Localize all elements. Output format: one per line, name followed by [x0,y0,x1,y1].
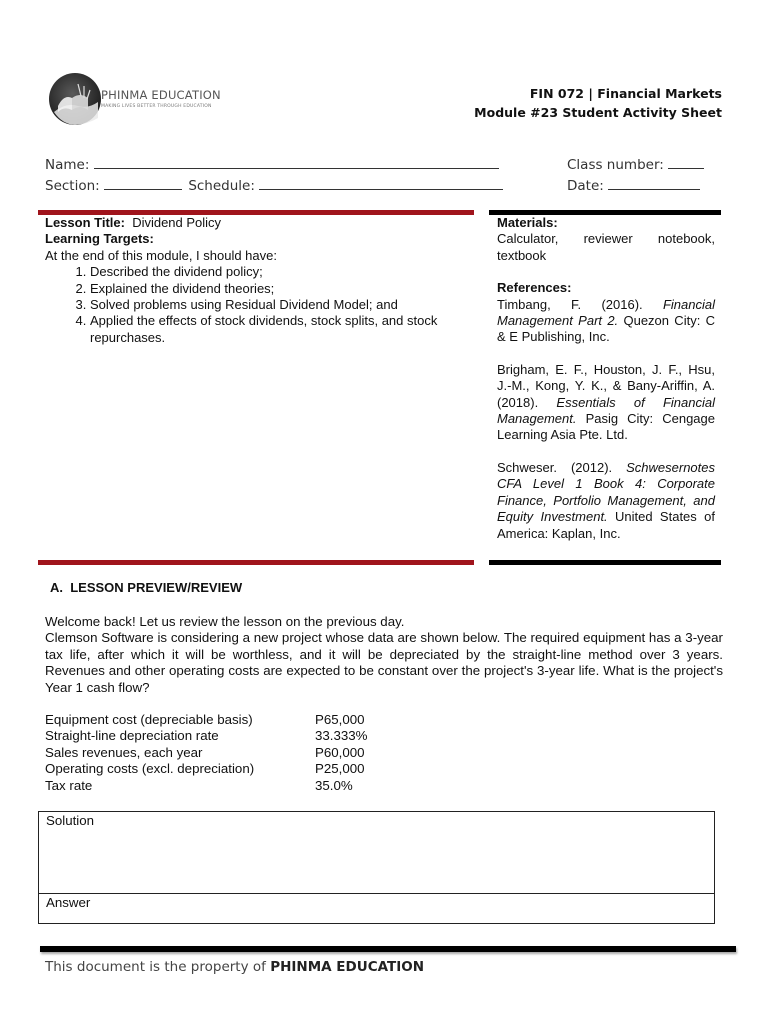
data-label: Straight-line depreciation rate [45,728,219,744]
table-row [45,712,368,728]
solution-label: Solution [46,813,95,828]
footer-owner: PHINMA EDUCATION [270,959,425,975]
reference-publisher: United States of America: Kaplan, Inc. [497,509,715,541]
reference-publisher: Quezon City: C & E Publishing, Inc. [497,313,715,345]
class-number-field[interactable] [567,154,704,173]
section-a-body [45,614,723,696]
table-row [45,745,368,761]
footer-bar [40,946,736,952]
solution-answer-box [38,811,715,924]
logo-name: PHINMA EDUCATION [101,88,221,102]
name-label: Name: [45,157,90,173]
document-header [474,84,722,122]
section-label: Section: [45,178,100,194]
phinma-logo-icon [48,72,102,126]
reference-title: Essentials of Financial Management. [497,394,715,427]
answer-label: Answer [46,895,91,910]
reference-item [497,297,715,346]
materials-label: Materials: [497,215,558,230]
data-value: P65,000 [315,712,365,727]
learning-target: 1. Described the dividend policy; [90,264,470,280]
schedule-label: Schedule: [188,178,255,194]
materials-text: Calculator, reviewer notebook, textbook [497,231,715,263]
lesson-title-label: Lesson Title: [45,215,125,230]
welcome-text: Welcome back! Let us review the lesson on the previous day. [45,614,405,629]
class-number-label: Class number: [567,157,664,173]
module-title: Module #23 Student Activity Sheet [474,105,722,120]
section-line[interactable] [104,175,182,190]
red-divider-bottom [38,560,474,565]
name-line[interactable] [94,154,499,169]
learning-target: 3. Solved problems using Residual Dividend Model; and [90,297,470,313]
logo-tagline: MAKING LIVES BETTER THROUGH EDUCATION [101,104,212,109]
date-field[interactable] [567,175,700,194]
learning-targets-intro: At the end of this module, I should have: [45,247,277,263]
reference-authors: Schweser. (2012). [497,459,627,475]
reference-title: Schwesernotes CFA Level 1 Book 4: Corporate Finance, Portfolio Management, and Equity Investment. [497,459,715,525]
schedule-line[interactable] [259,175,503,190]
data-value: P60,000 [315,744,365,760]
black-divider-bottom [489,560,721,565]
reference-authors: Brigham, E. F., Houston, J. F., Hsu, J.-M., Kong, Y. K., & Bany-Ariffin, A. (2018). [497,361,715,410]
data-label: Tax rate [45,777,93,793]
name-field[interactable] [45,154,499,173]
reference-publisher: Pasig City: Cengage Learning Asia Pte. Ltd. [497,411,715,443]
date-line[interactable] [608,175,700,190]
learning-target: 2. Explained the dividend theories; [90,281,470,297]
table-row [45,761,368,777]
box-divider [39,893,714,894]
data-value: 35.0% [315,777,353,793]
table-row [45,728,368,744]
course-title: FIN 072 | Financial Markets [529,86,722,101]
learning-target: 4. Applied the effects of stock dividends, stock splits, and stock repurchases. [90,313,470,346]
table-row [45,778,368,794]
reference-title: Financial Management Part 2. [497,296,715,329]
lesson-block [45,215,470,346]
footer-prefix: This document is the property of [45,959,271,975]
data-label: Sales revenues, each year [45,744,203,760]
section-field[interactable] [45,175,503,194]
reference-item [497,362,715,444]
reference-authors: Timbang, F. (2016). [497,296,663,312]
date-label: Date: [567,178,604,194]
materials-references [497,215,715,558]
data-label: Equipment cost (depreciable basis) [45,712,253,727]
data-label: Operating costs (excl. depreciation) [45,761,255,777]
problem-text: Clemson Software is considering a new project whose data are shown below. The required equipment has a 3-year tax life, after which it will be worthless, and it will be depreciated by the straight-line method over 3 years. Revenues and other operating costs are expected to be constant over the project's 3-year life. What is the project's Year 1 cash flow? [45,630,723,695]
class-number-line[interactable] [668,154,704,169]
logo-wordmark [101,88,221,109]
footer-text [45,959,424,975]
data-value: 33.333% [315,728,368,744]
reference-item [497,460,715,542]
learning-targets-list [45,264,470,346]
lesson-title: Dividend Policy [132,215,222,230]
project-data-table [45,712,368,794]
section-a-heading: A. LESSON PREVIEW/REVIEW [50,580,243,595]
learning-targets-label: Learning Targets: [45,231,154,247]
references-label: References: [497,280,572,296]
data-value: P25,000 [315,761,365,777]
